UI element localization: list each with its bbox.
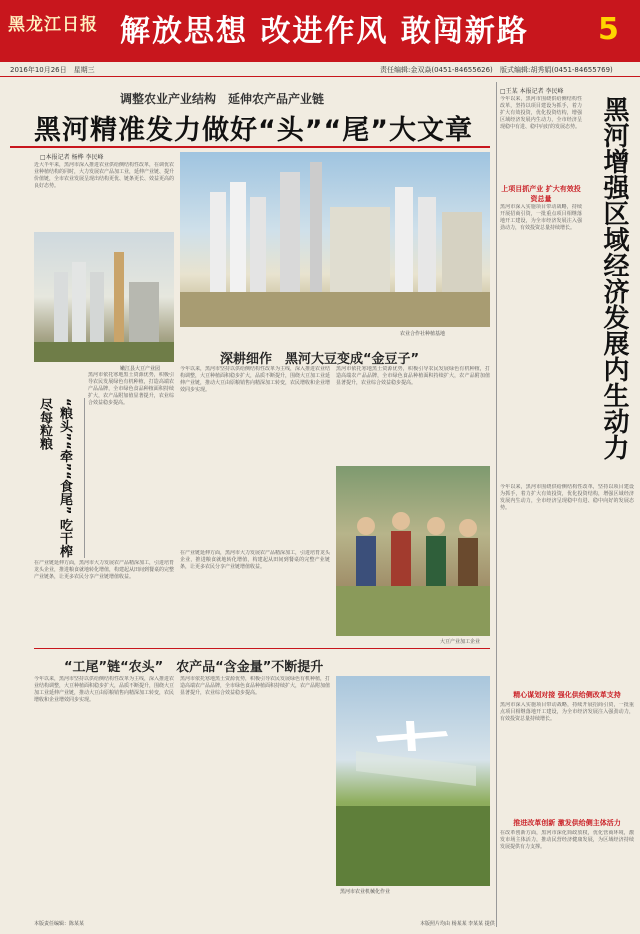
- main-body-bottom-2: 黑河市依托寒地黑土资源优势，积极引导农民发展绿色有机种植，打造高端农产品品牌，全市绿色食品种植面积持续扩大，农产品附加值显著提升，农业综合效益稳步提高。: [180, 676, 330, 696]
- newspaper-logo: 黑龙江日报: [8, 15, 98, 35]
- issue-date: 2016年10月26日 星期三: [10, 66, 95, 74]
- main-kicker: 调整农业产业结构 延伸农产品产业链: [120, 92, 325, 106]
- caption-2: 农业合作社种植基地: [400, 331, 446, 337]
- info-bar: [0, 62, 640, 77]
- right-section-3: 推进改革创新 激发供给侧主体活力: [513, 819, 621, 827]
- grain-elevator-illustration: [34, 232, 174, 362]
- workers-illustration: [336, 466, 490, 636]
- subhead-2: “工尾”链“农头” 农产品“含金量”不断提升: [64, 660, 324, 675]
- main-headline: 黑河精准发力做好“头”“尾”大文章: [34, 115, 473, 146]
- footer-right: 本版照片均由 杨某某 李某某 提供: [420, 921, 495, 927]
- photo-grain-elevators: [34, 232, 174, 362]
- section-rule: [34, 648, 490, 649]
- main-body-center-3: 在产业链延伸方面，黑河市大力发展农产品精深加工，引进培育龙头企业，推进粮食就地转化增值，构建起从田间到餐桌的完整产业链条，让更多农民分享产业链增值收益。: [180, 550, 330, 570]
- main-body-left-2: 在产业链延伸方面，黑河市大力发展农产品精深加工，引进培育龙头企业，推进粮食就地转化增值，构建起从田间到餐桌的完整产业链条，让更多农民分享产业链增值收益。: [34, 560, 174, 580]
- plane-field-illustration: [336, 676, 490, 886]
- right-byline: □王某 本报记者 李民峰: [500, 88, 564, 95]
- factory-silhouette: [180, 152, 490, 327]
- editor-right: 版式编辑:胡秀娟(0451-84655769): [500, 66, 613, 74]
- caption-4: 黑河市农业机械化作业: [340, 889, 391, 895]
- sidebar-title: “粮头”“牵”“食尾” 吃干榨尽每粒粮: [37, 398, 72, 558]
- masthead: [0, 0, 640, 62]
- sidebar-title-box: [34, 398, 85, 558]
- main-body-left: 黑河市依托寒地黑土资源优势，积极引导农民发展绿色有机种植，打造高端农产品品牌，全市绿色食品种植面积持续扩大，农产品附加值显著提升，农业综合效益稳步提高。: [88, 372, 174, 406]
- main-body-bottom-1: 今年以来，黑河市坚持以供给侧结构性改革为主线，深入推进农业结构调整，大豆种植面积稳步扩大，品质不断提升，围绕大豆加工业延伸产业链，推动大豆由原粮销售向精深加工转变，农民增收和企业增效同步实现。: [34, 676, 174, 703]
- caption-5: 大豆产业加工企业: [440, 639, 481, 645]
- slogan-banner: 解放思想 改进作风 敢闯新路: [120, 14, 529, 49]
- column-divider: [496, 82, 497, 927]
- footer-left: 本版责任编辑：陈某某: [34, 921, 85, 927]
- editor-left: 责任编辑:金双焱(0451-84655626): [380, 66, 493, 74]
- photo-crop-dusting: [336, 676, 490, 886]
- main-body-center: 今年以来，黑河市坚持以供给侧结构性改革为主线，深入推进农业结构调整，大豆种植面积稳步扩大，品质不断提升，围绕大豆加工业延伸产业链，推动大豆由原粮销售向精深加工转变，农民增收和企业增效同步实现。: [180, 366, 330, 393]
- right-body-5: 在改革创新方面，黑河市深化简政放权，优化营商环境，激发市场主体活力，推动民营经济健康发展，为区域经济持续发展提供有力支撑。: [500, 830, 634, 850]
- page-number: 5: [598, 12, 619, 47]
- right-body-1: 今年以来，黑河市围绕供给侧结构性改革，坚持以项目建设为抓手，着力扩大有效投资，优化投资结构，增强区域经济发展内生动力，全市经济呈现稳中有进、稳中向好的发展态势。: [500, 96, 582, 130]
- right-section-1: 上项目抓产业 扩大有效投资总量: [501, 185, 581, 203]
- main-lead: 近大半年来，黑河市深入推进农业供给侧结构性改革，在调优农业种植结构的同时，大力发展农产品加工业，延伸产业链、提升价值链，全市农业发展呈现出结构更优、链条更长、效益更高的良好态势。: [34, 162, 174, 189]
- right-body-3: 今年以来，黑河市围绕供给侧结构性改革，坚持以项目建设为抓手，着力扩大有效投资，优化投资结构，增强区域经济发展内生动力，全市经济呈现稳中有进、稳中向好的发展态势。: [500, 484, 634, 511]
- main-byline: □本报记者 杨桦 李民峰: [40, 154, 104, 161]
- right-body-2: 黑河市深入实施项目带动战略，持续开展招商引资，一批重点项目相继落地开工建设，为全市经济发展注入强劲动力，有效投资总量持续增长。: [500, 204, 582, 231]
- headline-rule: [10, 146, 490, 148]
- subhead-1: 深耕细作 黑河大豆变成“金豆子”: [220, 352, 420, 367]
- right-section-2: 精心谋划对接 强化供给侧改革支持: [513, 691, 621, 699]
- main-body-center-2: 黑河市依托寒地黑土资源优势，积极引导农民发展绿色有机种植，打造高端农产品品牌，全市绿色食品种植面积持续扩大，农产品附加值显著提升，农业综合效益稳步提高。: [336, 366, 490, 386]
- photo-workers: [336, 466, 490, 636]
- caption-1: 嫩江县大豆产业园: [120, 366, 161, 372]
- right-vertical-headline: 黑河增强区域经济发展内生动力: [599, 96, 629, 460]
- right-body-4: 黑河市深入实施项目带动战略，持续开展招商引资，一批重点项目相继落地开工建设，为全市经济发展注入强劲动力，有效投资总量持续增长。: [500, 702, 634, 722]
- photo-grain-factory: [180, 152, 490, 327]
